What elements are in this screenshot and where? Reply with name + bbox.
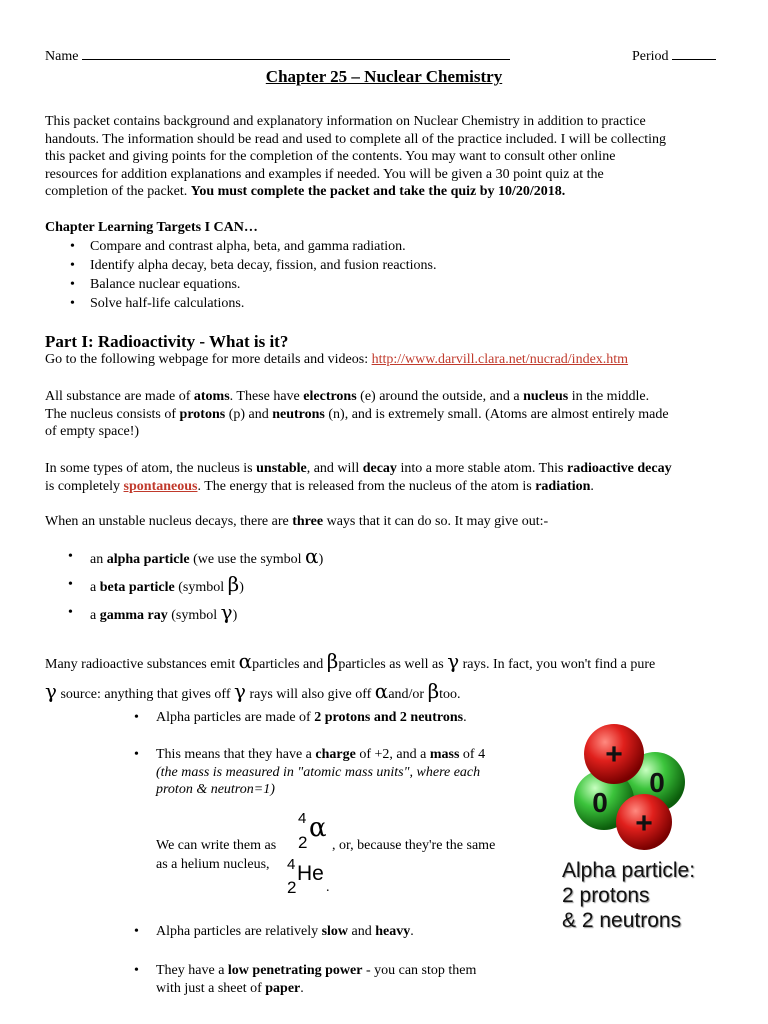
gamma-bullet: • a gamma ray (symbol γ): [68, 600, 238, 624]
plus-label: +: [635, 807, 653, 840]
atomic-number: 2: [287, 878, 297, 897]
target-item: • Identify alpha decay, beta decay, fission, and fusion reactions.: [45, 256, 735, 275]
intro-line: this packet and giving points for the completion of the contents. You may want to consult other online: [45, 149, 616, 164]
notation-text: .: [326, 880, 330, 895]
target-item: • Compare and contrast alpha, beta, and gamma radiation.: [45, 237, 735, 256]
alpha-fact: • This means that they have a charge of +2, and a mass of 4 (the mass is measured in "atomic mass units", where each proton & neutron=1): [134, 747, 486, 797]
resource-link[interactable]: http://www.darvill.clara.net/nucrad/index.htm: [371, 352, 629, 367]
zero-label: 0: [649, 767, 665, 798]
atoms-paragraph: All substance are made of atoms. These have electrons (e) around the outside, and a nucleus in the middle. The nucleus consists of protons (p) and neutrons (n), and is extremely small. (Atoms are almost entirely made of empty space!): [45, 389, 669, 439]
notation-text: , or, because they're the same: [332, 838, 496, 853]
target-item: • Solve half-life calculations.: [45, 294, 735, 313]
period-blank[interactable]: [672, 47, 716, 60]
period-label: Period: [632, 49, 669, 64]
helium-notation-line: as a helium nucleus,: [156, 857, 270, 872]
mass-number: 4: [287, 856, 296, 873]
caption-line: Alpha particle:: [562, 859, 696, 882]
intro-text: completion of the packet.: [45, 184, 191, 199]
alpha-bullet: • an alpha particle (we use the symbol α): [68, 544, 324, 568]
decay-paragraph: In some types of atom, the nucleus is unstable, and will decay into a more stable atom. This radioactive decay is completely spontaneous. The energy that is released from the nucleus of the atom is radiation.: [45, 461, 672, 494]
web-text: Go to the following webpage for more details and videos:: [45, 352, 372, 367]
three-ways-paragraph: When an unstable nucleus decays, there are three ways that it can do so. It may give out:-: [45, 514, 549, 529]
zero-label: 0: [592, 787, 608, 818]
alpha-symbol: α: [305, 544, 319, 568]
atomic-number: 2: [298, 833, 308, 852]
name-field: [45, 47, 510, 66]
emission-paragraph: Many radioactive substances emit αparticles and βparticles as well as γ rays. In fact, you won't find a pure γ source: anything that gives off γ rays will also give off αand/or βtoo.: [45, 649, 656, 703]
period-field: [632, 47, 716, 66]
mass-number: 4: [298, 810, 307, 827]
part1-heading: Part I: Radioactivity - What is it?: [45, 332, 289, 351]
alpha-fact: • They have a low penetrating power - you can stop them with just a sheet of paper.: [134, 963, 477, 996]
page-title: Chapter 25 – Nuclear Chemistry: [265, 67, 503, 86]
intro-line: This packet contains background and explanatory information on Nuclear Chemistry in addition to practice: [45, 114, 646, 129]
name-label: Name: [45, 49, 79, 64]
alpha-fact: • Alpha particles are relatively slow and heavy.: [134, 924, 414, 939]
intro-line: handouts. The information should be read and used to complete all of the practice included. I will be collecting: [45, 131, 666, 147]
alpha-notation-line: We can write them as: [156, 838, 277, 853]
web-reference: [45, 351, 628, 369]
name-blank[interactable]: [82, 47, 510, 60]
beta-symbol: β: [227, 572, 240, 596]
beta-bullet: • a beta particle (symbol β): [68, 572, 244, 596]
intro-line: [45, 183, 735, 201]
caption-line: 2 protons: [562, 884, 650, 907]
helium-symbol: He: [297, 862, 324, 885]
plus-label: +: [605, 738, 623, 771]
figure-caption: [562, 858, 695, 933]
gamma-symbol: γ: [220, 600, 233, 624]
targets-list: [45, 237, 735, 313]
spontaneous-term: spontaneous: [123, 478, 198, 494]
intro-line: resources for addition explanations and examples if needed. You will be given a 30 point quiz at the: [45, 166, 604, 182]
alpha-fact: • Alpha particles are made of 2 protons and 2 neutrons.: [134, 710, 467, 725]
targets-heading: Chapter Learning Targets I CAN…: [45, 220, 258, 235]
alpha-symbol: α: [309, 813, 327, 843]
caption-line: & 2 neutrons: [562, 909, 682, 932]
due-date-note: You must complete the packet and take the quiz by 10/20/2018.: [190, 184, 566, 199]
alpha-particle-figure: [562, 720, 712, 855]
learning-targets: [45, 219, 735, 313]
alpha-particle-diagram: [562, 720, 712, 855]
intro-paragraph: [45, 113, 735, 201]
target-item: • Balance nuclear equations.: [45, 275, 735, 294]
